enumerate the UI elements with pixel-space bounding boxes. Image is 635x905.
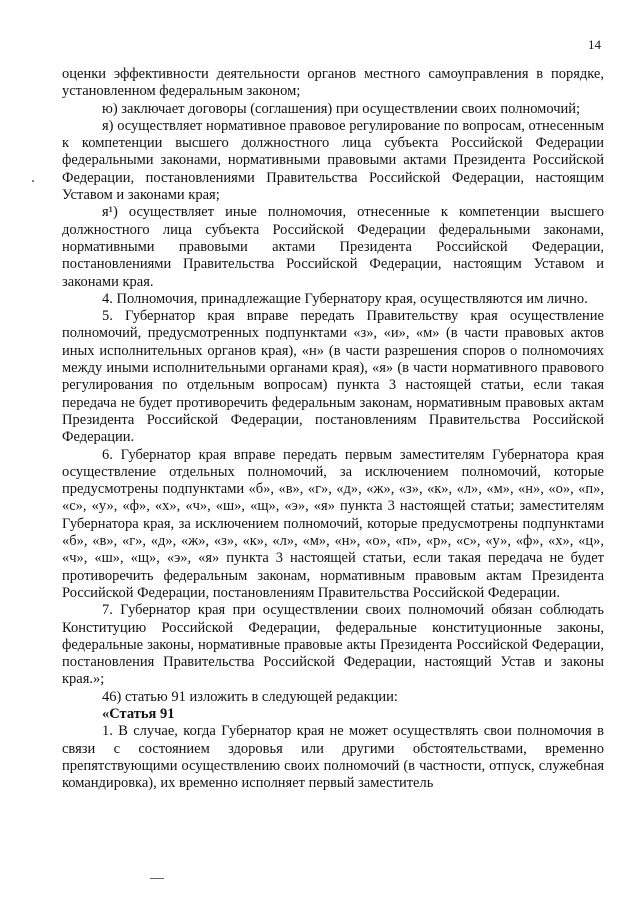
paragraph-point-4: 4. Полномочия, принадлежащие Губернатору края, осуществляются им лично.	[102, 290, 588, 307]
article-heading: «Статья 91	[102, 705, 175, 722]
paragraph-article-point-1: 1. В случае, когда Губернатор края не может осуществлять свои полномочия в связи с состоянием здоровья или другими обстоятельствами, временно препятствующими осуществлению своих полномочий (в частности, отпуск, служебная командировка), их временно исполняет первый заместитель	[62, 723, 604, 792]
footnote-mark	[150, 878, 164, 879]
paragraph-point-7: 7. Губернатор края при осуществлении своих полномочий обязан соблюдать Конституцию Российской Федерации, федеральные конституционные законы, федеральные законы, нормативные правовые акты Президента Российской Федерации, постановления Правительства Российской Федерации, настоящий Устав и законы края.»;	[62, 602, 604, 688]
paragraph-continuation: оценки эффективности деятельности органов местного самоуправления в порядке, установленном федеральным законом;	[62, 66, 604, 100]
paragraph-point-6: 6. Губернатор края вправе передать первым заместителям Губернатора края осуществление отдельных полномочий, за исключением полномочий, которые предусмотрены подпунктами «б», «в», «г», «д», «ж», «з», «к», «л», «м», «н», «о», «п», «с», «у», «ф», «х», «ч», «ш», «щ», «э», «я» пункта 3 настоящей статьи; заместителям Губернатора края, за исключением полномочий, которые предусмотрены подпунктами «б», «в», «г», «д», «ж», «з», «к», «л», «м», «н», «о», «п», «р», «с», «у», «ф», «х», «ц», «ч», «ш», «щ», «э», «я» пункта 3 настоящей статьи, если такая передача не будет противоречить федеральным законам, нормативным правовым актам Президента Российской Федерации, постановлениям Правительства Российской Федерации.	[62, 446, 604, 601]
page-number: 14	[588, 37, 601, 52]
paragraph-item-ya: я) осуществляет нормативное правовое регулирование по вопросам, отнесенным к компетенции высшего должностного лица субъекта Российской Федерации федеральными законами, нормативными правовыми актами Президента Российской Федерации, постановлениями Правительства Российской Федерации, настоящим Уставом и законами края;	[62, 117, 604, 204]
scan-speck	[32, 180, 34, 182]
paragraph-item-yu: ю) заключает договоры (соглашения) при осуществлении своих полномочий;	[102, 100, 581, 117]
paragraph-point-5: 5. Губернатор края вправе передать Правительству края осуществление полномочий, предусмотренных подпунктами «з», «и», «м» (в части правовых актов иных исполнительных органов края), «н» (в части разрешения споров о полномочиях между иными исполнительными органами края), «я» (в части нормативного правового регулирования по отдельным вопросам) пункта 3 настоящей статьи, если такая передача не будет противоречить федеральным законам, нормативным правовых актам Президента Российской Федерации, постановлениям Правительства Российской Федерации.	[62, 308, 604, 446]
paragraph-item-ya1: я¹) осуществляет иные полномочия, отнесенные к компетенции высшего должностного лица субъекта Российской Федерации федеральными законами, нормативными правовыми актами Президента Российской Федерации, постановлениями Правительства Российской Федерации, настоящим Уставом и законами края.	[62, 204, 604, 290]
paragraph-amendment-46: 46) статью 91 изложить в следующей редакции:	[102, 688, 398, 705]
document-body	[62, 66, 604, 792]
